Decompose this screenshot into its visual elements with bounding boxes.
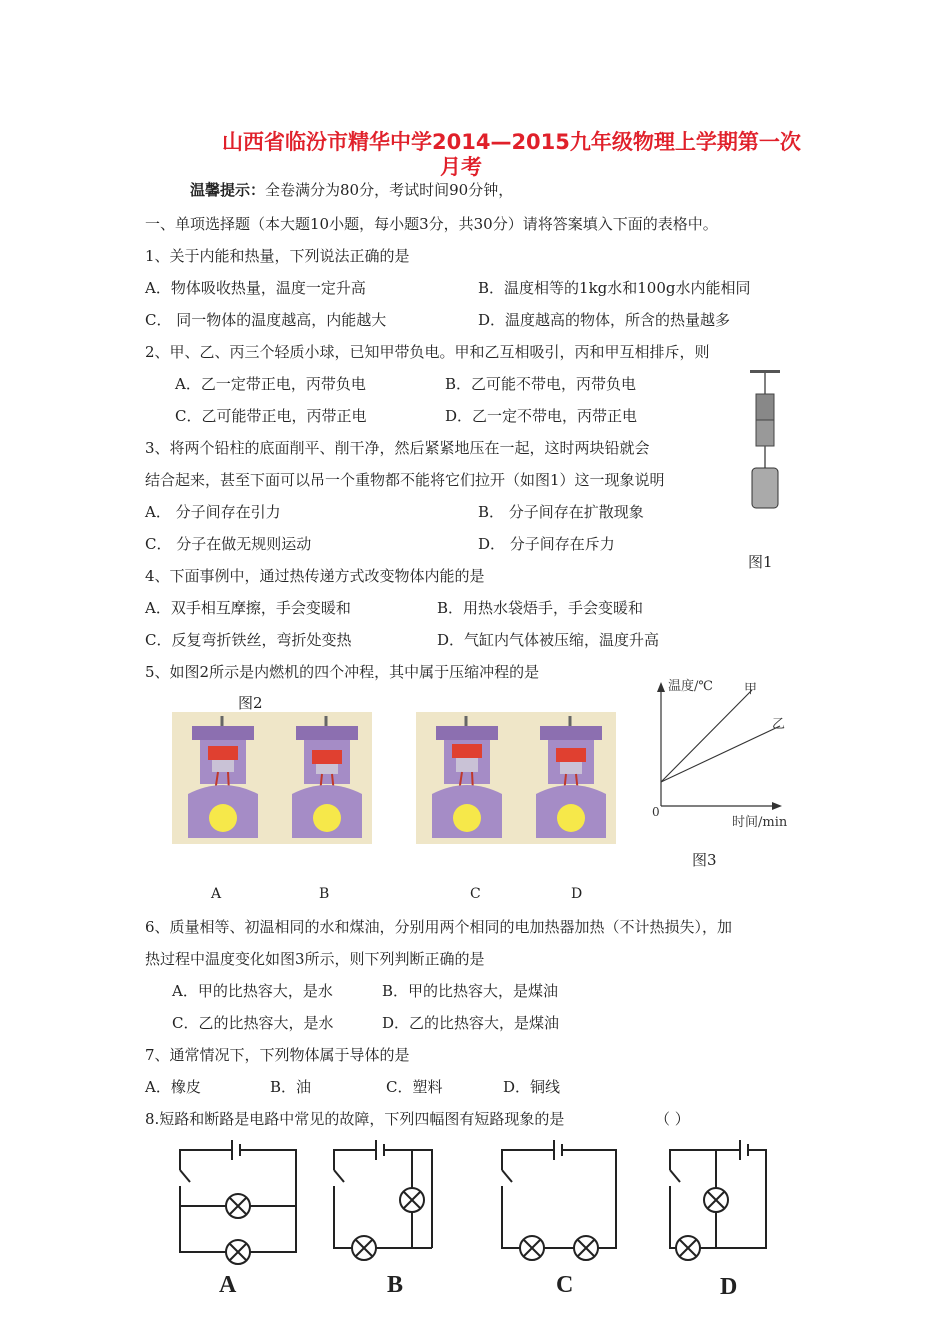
figure3-caption: 图3 [692, 851, 717, 869]
circuit-label-b: B [387, 1272, 404, 1298]
circuit-label-d: D [720, 1274, 738, 1300]
q4-option-c: C．反复弯折铁丝，弯折处变热 [145, 631, 352, 649]
q3-stem-line1: 3、将两个铅柱的底面削平、削干净，然后紧紧地压在一起，这时两块铅就会 [145, 439, 650, 457]
figure3-series-a-label: 甲 [744, 682, 758, 697]
figure2-engine-panel-left [172, 712, 372, 844]
q1-option-b: B．温度相等的1kg水和100g水内能相同 [478, 279, 751, 297]
figure1-caption: 图1 [748, 553, 773, 571]
q7-option-d: D．铜线 [503, 1078, 561, 1096]
q4-option-d: D．气缸内气体被压缩，温度升高 [437, 631, 660, 649]
circuit-c [492, 1130, 632, 1270]
q6-option-d: D．乙的比热容大，是煤油 [382, 1014, 560, 1032]
series-a-line [661, 690, 752, 782]
section-heading: 一、单项选择题（本大题10小题，每小题3分，共30分）请将答案填入下面的表格中。 [145, 215, 718, 233]
figure3-ylabel: 温度/℃ [668, 679, 713, 694]
q8-stem: 8.短路和断路是电路中常见的故障，下列四幅图有短路现象的是 [145, 1110, 565, 1128]
q3-stem-line2: 结合起来，甚至下面可以吊一个重物都不能将它们拉开（如图1）这一现象说明 [145, 471, 665, 489]
q4-option-a: A．双手相互摩擦，手会变暖和 [145, 599, 351, 617]
figure1-lead-cylinders [740, 366, 790, 526]
q6-option-b: B．甲的比热容大，是煤油 [382, 982, 559, 1000]
q7-option-c: C．塑料 [386, 1078, 443, 1096]
q3-option-a: A． 分子间存在引力 [145, 503, 281, 521]
q2-option-b: B．乙可能不带电，丙带负电 [445, 375, 637, 393]
q1-option-c: C． 同一物体的温度越高，内能越大 [145, 311, 387, 329]
q5-stem: 5、如图2所示是内燃机的四个冲程，其中属于压缩冲程的是 [145, 663, 540, 681]
figure2-label-d: D [571, 886, 583, 902]
figure3-xlabel: 时间/min [732, 815, 788, 830]
q6-stem-line1: 6、质量相等、初温相同的水和煤油，分别用两个相同的电加热器加热（不计热损失），加 [145, 918, 733, 936]
circuit-a [168, 1130, 308, 1270]
circuit-b [324, 1130, 444, 1270]
q3-option-d: D． 分子间存在斥力 [478, 535, 615, 553]
q1-stem: 1、关于内能和热量，下列说法正确的是 [145, 247, 410, 265]
title-line2: 月考 [440, 155, 482, 179]
q2-stem: 2、甲、乙、丙三个轻质小球，已知甲带负电。甲和乙互相吸引，丙和甲互相排斥，则 [145, 343, 710, 361]
q3-option-c: C． 分子在做无规则运动 [145, 535, 312, 553]
title-line1: 山西省临汾市精华中学2014—2015九年级物理上学期第一次 [222, 130, 801, 154]
q4-option-b: B．用热水袋焐手，手会变暖和 [437, 599, 644, 617]
q7-stem: 7、通常情况下，下列物体属于导体的是 [145, 1046, 410, 1064]
figure3-graph [640, 676, 810, 836]
q4-stem: 4、下面事例中，通过热传递方式改变物体内能的是 [145, 567, 485, 585]
q6-stem-line2: 热过程中温度变化如图3所示，则下列判断正确的是 [145, 950, 485, 968]
q2-option-d: D．乙一定不带电，丙带正电 [445, 407, 638, 425]
q2-option-c: C．乙可能带正电，丙带正电 [175, 407, 367, 425]
tip-label: 温馨提示： [190, 181, 266, 199]
figure3-origin: 0 [652, 805, 660, 819]
figure2-label-c: C [470, 886, 481, 902]
circuit-label-a: A [219, 1272, 237, 1298]
series-b-line [661, 726, 780, 782]
figure2-engine-panel-right [416, 712, 616, 844]
tip-text: 全卷满分为80分，考试时间90分钟， [265, 181, 514, 199]
figure2-label-a: A [211, 886, 222, 902]
figure3-series-b-label: 乙 [772, 717, 786, 732]
circuit-d [660, 1130, 780, 1270]
q6-option-c: C．乙的比热容大，是水 [172, 1014, 334, 1032]
figure2-caption: 图2 [238, 694, 263, 712]
figure2-label-b: B [319, 886, 330, 902]
q6-option-a: A．甲的比热容大，是水 [172, 982, 333, 1000]
tip [190, 180, 513, 200]
q7-option-b: B．油 [270, 1078, 312, 1096]
q8-answer-paren: （ ） [655, 1110, 690, 1128]
q1-option-a: A．物体吸收热量，温度一定升高 [145, 279, 366, 297]
q7-option-a: A．橡皮 [145, 1078, 201, 1096]
circuit-label-c: C [556, 1272, 574, 1298]
q2-option-a: A．乙一定带正电，丙带负电 [175, 375, 366, 393]
q3-option-b: B． 分子间存在扩散现象 [478, 503, 644, 521]
q1-option-d: D．温度越高的物体，所含的热量越多 [478, 311, 731, 329]
